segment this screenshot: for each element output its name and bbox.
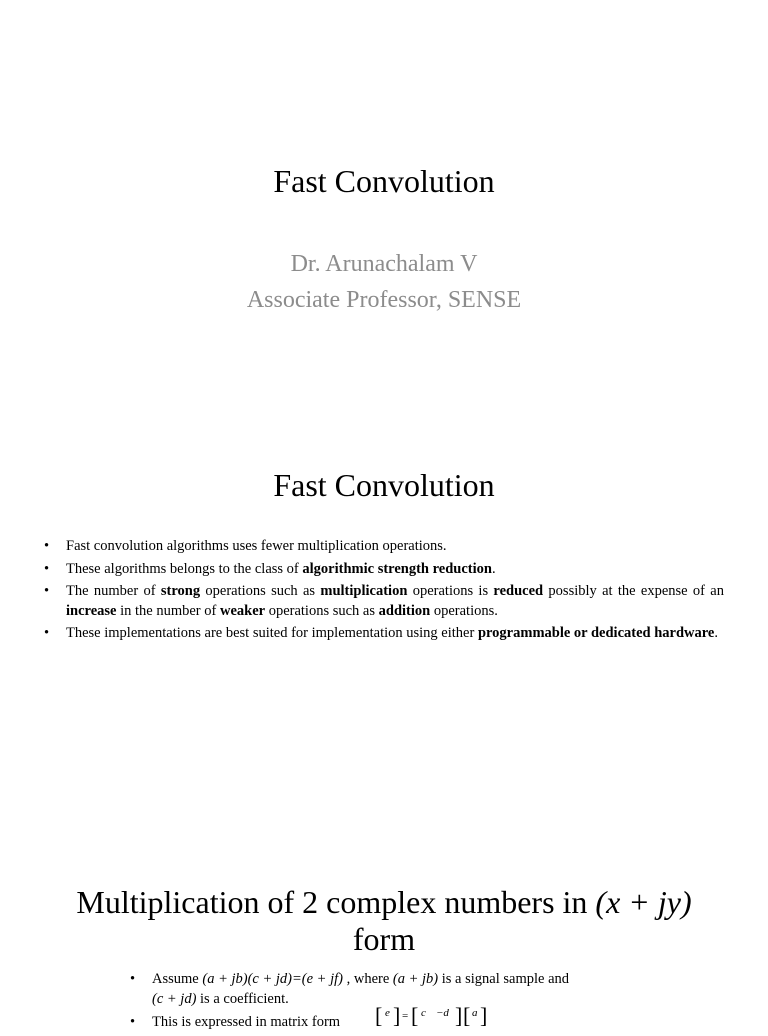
slide3-title	[0, 884, 768, 958]
bullet-text: Fast convolution algorithms uses fewer multiplication operations.	[66, 538, 447, 554]
bullet-item	[130, 970, 650, 1009]
bullet-emphasis: reduced	[493, 583, 544, 599]
bullet-item	[44, 537, 724, 557]
bullet-dot-icon: •	[44, 625, 50, 641]
bullet-item	[44, 560, 724, 580]
matrix-bracket-icon: ]	[480, 1003, 488, 1028]
bullet-emphasis: programmable or dedicated hardware	[477, 625, 715, 641]
matrix-c: c	[421, 1007, 426, 1019]
matrix-bracket-icon: ]	[393, 1003, 401, 1028]
bullet-emphasis: increase	[66, 602, 117, 619]
bullet-text: operations is	[407, 583, 494, 599]
matrix-bracket-icon: ]	[455, 1003, 463, 1028]
matrix-a: a	[472, 1007, 478, 1019]
bullet-dot-icon: •	[130, 1014, 136, 1030]
bullet-emphasis: strong	[160, 583, 201, 599]
bullet-text: possibly at the expense of an	[543, 583, 724, 599]
slide1-position: Associate Professor, SENSE	[246, 287, 522, 313]
bullet-text: is a signal sample and	[438, 971, 570, 987]
bullet-text: in the number of	[116, 602, 220, 619]
bullet-text: This is expressed in matrix form	[152, 1014, 341, 1030]
bullet-text: The number of	[66, 583, 161, 599]
bullet-text: These implementations are best suited for implementation using either	[66, 625, 478, 641]
bullet-emphasis: addition	[378, 602, 431, 619]
bullet-text: .	[491, 560, 496, 577]
slide2-title: Fast Convolution	[273, 467, 495, 503]
bullet-dot-icon: •	[130, 971, 136, 987]
matrix-eq: =	[402, 1010, 409, 1022]
slide3-title-italic: (x + jy)	[595, 884, 692, 920]
bullet-dot-icon: •	[44, 560, 50, 577]
bullet-italic: (a + jb)	[392, 971, 439, 987]
slide3-title-text: form	[352, 920, 416, 957]
bullet-item	[44, 624, 724, 644]
bullet-italic: (c + jd)	[152, 990, 197, 1007]
matrix-bracket-icon: [	[411, 1003, 419, 1028]
bullet-text: These algorithms belongs to the class of	[66, 560, 303, 577]
matrix-equation	[375, 1003, 495, 1036]
bullet-italic: (a + jb)(c + jd)=(e + jf)	[202, 971, 343, 987]
bullet-text: , where	[342, 971, 393, 987]
bullet-dot-icon: •	[44, 583, 50, 599]
matrix-e: e	[385, 1007, 390, 1019]
slide2-bullet-list	[44, 537, 724, 647]
bullet-emphasis: multiplication	[320, 583, 408, 599]
bullet-dot-icon: •	[44, 538, 50, 554]
bullet-text: operations.	[430, 602, 498, 619]
bullet-text: operations such as	[265, 602, 379, 619]
matrix-bracket-icon: [	[463, 1003, 471, 1028]
bullet-emphasis: algorithmic strength reduction	[302, 560, 492, 577]
matrix-minus-d: −d	[436, 1007, 449, 1019]
bullet-emphasis: weaker	[219, 602, 266, 619]
matrix-bracket-icon: [	[375, 1003, 383, 1028]
slide1-title: Fast Convolution	[273, 163, 495, 199]
slide1-author: Dr. Arunachalam V	[290, 251, 478, 277]
bullet-text: Assume	[152, 971, 203, 987]
bullet-text: is a coefficient.	[196, 990, 289, 1007]
slide3-title-text: Multiplication of 2 complex numbers in	[76, 884, 596, 920]
bullet-text: .	[714, 625, 718, 641]
bullet-text: operations such as	[200, 583, 321, 599]
bullet-item	[44, 582, 724, 621]
